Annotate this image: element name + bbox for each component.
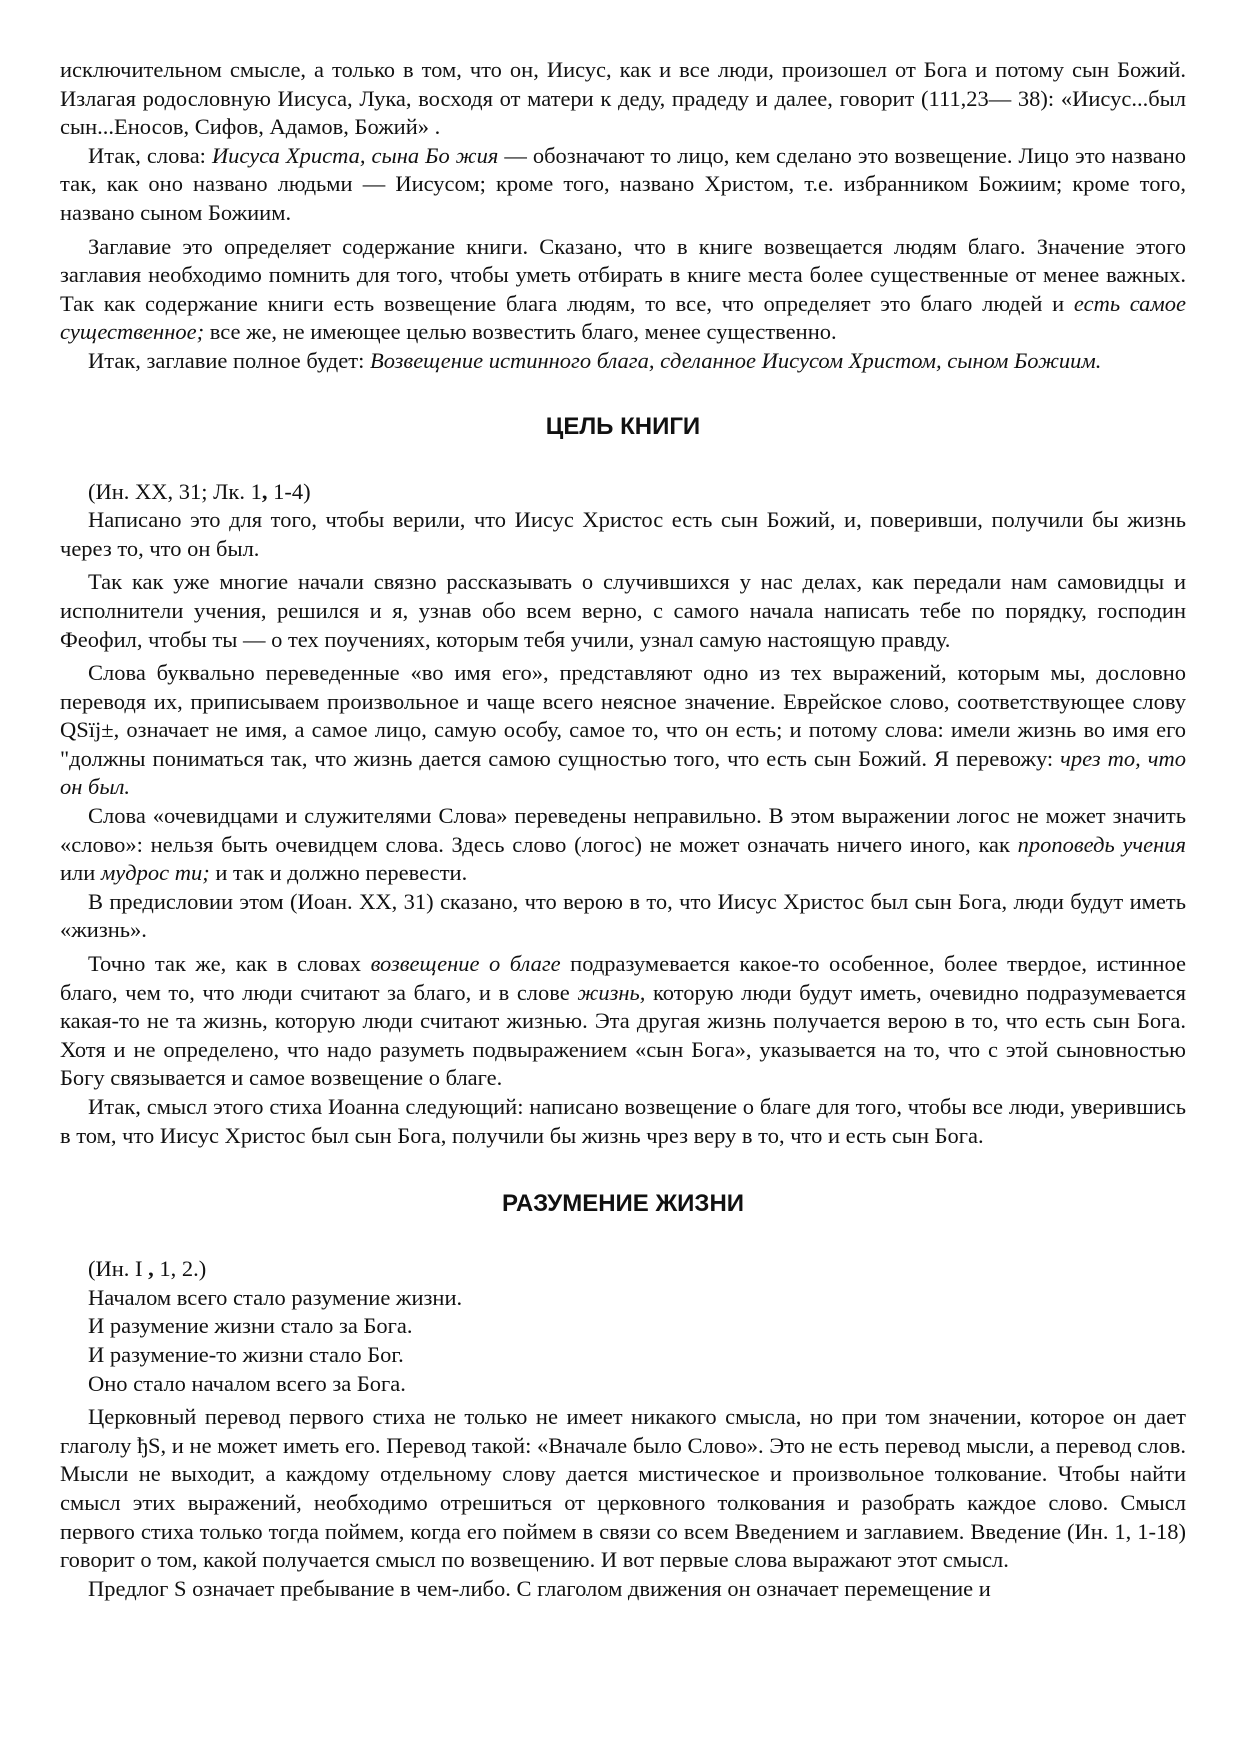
section2-reference: (Ин. I , 1, 2.) [88,1256,207,1282]
section1-paragraph-2: Так как уже многие начали связно рассказывать о случившихся у нас делах, как передали нам самовидцы и исполнители учения, решился и я, узнав обо всем верно, с самого начала написать тебе по порядку, господин Феофил, чтобы ты — о тех поучениях, которым тебя учили, узнал самую настоящую правду. [60,569,1186,652]
verse-line: Оно стало началом всего за Бога. [88,1370,406,1396]
section1-paragraph-4: Слова «очевидцами и служителями Слова» переведены неправильно. В этом выражении логос не может значить «слово»: нельзя быть очевидцем слова. Здесь слово (логос) не может означать ничего иного, как проповедь учения или мудрос ти; и так и должно перевести. [60,803,1186,886]
intro-paragraph-1: исключительном смысле, а только в том, что он, Иисус, как и все люди, произошел от Бога и потому сын Божий. Излагая родословную Иисуса, Лука, восходя от матери к деду, прадеду и далее, говорит (111,23— 38): «Иисус...был сын...Еносов, Сифов, Адамов, Божий» . [60,57,1186,140]
section-heading-understanding: РАЗУМЕНИЕ ЖИЗНИ [501,1190,745,1218]
intro-paragraph-4: Итак, заглавие полное будет: Возвещение истинного блага, сделанное Иисусом Христом, сыном Божиим. [88,347,1102,373]
intro-paragraph-2: Итак, слова: Иисуса Христа, сына Бо жия — обозначают то лицо, кем сделано это возвещение. Лицо это названо так, как оно названо людьми — Иисусом; кроме того, названо Христом, т.е. избранником Божиим; кроме того, названо сыном Божиим. [60,142,1186,225]
section1-paragraph-1: Написано это для того, чтобы верили, что Иисус Христос есть сын Божий, и, поверивши, получили бы жизнь через то, что он был. [60,507,1186,561]
section-heading-goal: ЦЕЛЬ КНИГИ [545,412,701,440]
section2-paragraph-1: Церковный перевод первого стиха не только не имеет никакого смысла, но при том значении, которое он дает глаголу ђS, и не может иметь его. Перевод такой: «Вначале было Слово». Это не есть перевод мысли, а перевод слов. Мысли не выходит, а каждому отдельному слову дается мистическое и произвольное толкование. Чтобы найти смысл этих выражений, необходимо отрешиться от церковного толкования и разобрать каждое слово. Смысл первого стиха только тогда поймем, когда его поймем в связи со всем Введением и заглавием. Введение (Ин. 1, 1-18) говорит о том, какой получается смысл по возвещению. И вот первые слова выражают этот смысл. [60,1404,1186,1573]
verse-line: И разумение жизни стало за Бога. [88,1313,413,1339]
intro-paragraph-3: Заглавие это определяет содержание книги. Сказано, что в книге возвещается людям благо. Значение этого заглавия необходимо помнить для того, чтобы уметь отбирать в книге места более существенные от менее важных. Так как содержание книги есть возвещение блага людям, то все, что определяет это благо людей и есть самое существенное; все же, не имеющее целью возвестить благо, менее существенно. [60,233,1186,345]
section1-paragraph-3: Слова буквально переведенные «во имя его», представляют одно из тех выражений, которым мы, дословно переводя их, приписываем произвольное и чаще всего неясное значение. Еврейское слово, соответствующее слову QSïj±, означает не имя, а самое лицо, самую особу, самое то, что он есть; и потому слова: имели жизнь во имя его "должны пониматься так, что жизнь дается самою сущностью того, что есть сын Божий. Я перевожу: чрез то, что он был. [60,660,1186,800]
verse-line: И разумение-то жизни стало Бог. [88,1341,404,1367]
section1-reference: (Ин. XX, 31; Лк. 1, 1-4) [88,478,311,504]
section1-paragraph-5: В предисловии этом (Иоан. XX, 31) сказано, что верою в то, что Иисус Христос был сын Бога, люди будут иметь «жизнь». [60,888,1186,943]
section2-paragraph-2: Предлог S означает пребывание в чем-либо. С глаголом движения он означает перемещение и [88,1575,991,1601]
verse-line: Началом всего стало разумение жизни. [88,1284,463,1310]
section1-paragraph-7: Итак, смысл этого стиха Иоанна следующий: написано возвещение о благе для того, чтобы все люди, уверившись в том, что Иисус Христос был сын Бога, получили бы жизнь чрез веру в то, что и есть сын Бога. [60,1094,1186,1148]
section1-paragraph-6: Точно так же, как в словах возвещение о благе подразумевается какое-то особенное, более твердое, истинное благо, чем то, что люди считают за благо, и в слове жизнь, которую люди будут иметь, очевидно подразумевается какая-то не та жизнь, которую люди считают жизнью. Эта другая жизнь получается верою в то, что есть сын Бога. Хотя и не определено, что надо разуметь подвыражением «сын Бога», указывается на то, что с этой сыновностью Богу связывается и самое возвещение о благе. [60,951,1187,1091]
